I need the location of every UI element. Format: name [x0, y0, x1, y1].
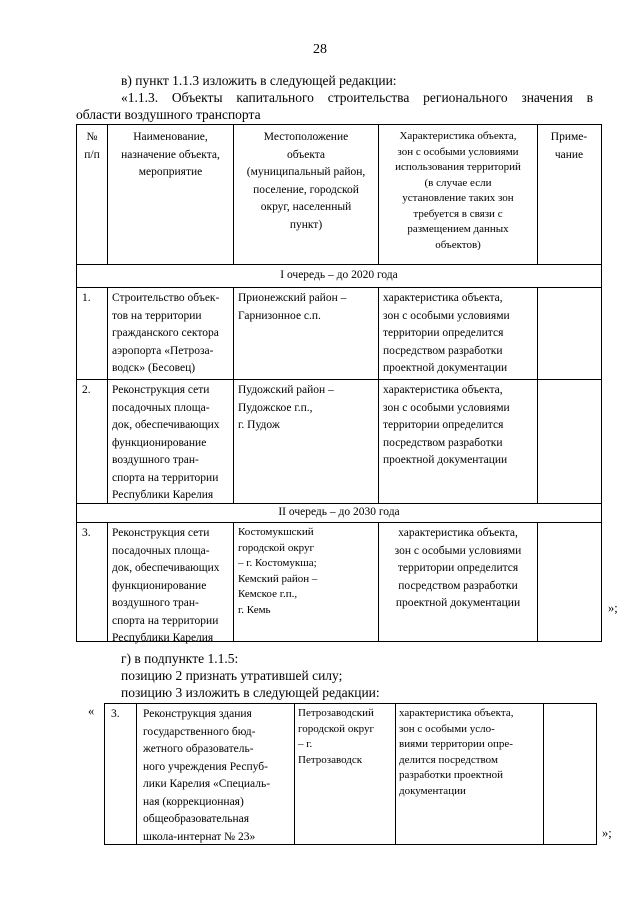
table2-closing-quote: »;: [602, 826, 612, 840]
row-1-num: 1.: [82, 292, 91, 304]
intro-line-2: «1.1.3. Объекты капитального строительства регионального значения в: [121, 90, 593, 105]
row-1-name: Строительство объек- тов на территории гражданского сектора аэропорта «Петроза- водск» (Бесовец): [112, 292, 220, 374]
stage-2-row: II очередь – до 2030 года: [278, 506, 400, 518]
objects-table: [76, 124, 602, 642]
row-1-location: Прионежский район – Гарнизонное с.п.: [238, 292, 347, 322]
row-3-characteristic: характеристика объекта, зон с особыми условиями территории определится посредством разработки проектной документации: [394, 527, 522, 609]
row-3-num: 3.: [82, 527, 91, 539]
row-2-characteristic: характеристика объекта, зон с особыми условиями территории определится посредством разработки проектной документации: [383, 384, 510, 466]
section-g-line-1: г) в подпункте 1.1.5:: [121, 651, 239, 666]
school-row-name: Реконструкция здания государственного бюд- жетного образователь- ного учреждения Респуб- лики Карелия «Специаль- ная (коррекционная) общеобразовательная школа-интернат № 23»: [143, 708, 271, 843]
intro-line-1: в) пункт 1.1.3 изложить в следующей редакции:: [121, 73, 397, 88]
header-location: Местоположение объекта (муниципальный район, поселение, городской округ, населенный пункт): [246, 131, 366, 231]
stage-1-row: I очередь – до 2020 года: [280, 269, 398, 281]
school-row-location: Петрозаводский городской округ – г. Петрозаводск: [298, 707, 375, 766]
row-3-location: Костомукшский городской округ – г. Костомукша; Кемский район – Кемское г.п., г. Кемь: [238, 526, 318, 616]
row-2-num: 2.: [82, 384, 91, 396]
school-row-num: 3.: [111, 708, 120, 720]
header-characteristic: Характеристика объекта, зон с особыми условиями использования территорий (в случае если установление таких зон требуется в связи с размещением данных объектов): [395, 130, 521, 251]
school-row-characteristic: характеристика объекта, зон с особыми усло- виями территории опре- делится посредством разработки проектной документации: [399, 707, 514, 797]
row-2-name: Реконструкция сети посадочных площа- док, обеспечивающих функционирование воздушного тран- спорта на территории Республики Карелия: [112, 384, 220, 501]
table1-closing-quote: »;: [608, 601, 618, 615]
row-3-name: Реконструкция сети посадочных площа- док, обеспечивающих функционирование воздушного тран- спорта на территории Республики Карелия: [112, 527, 220, 644]
header-num: № п/п: [84, 131, 100, 161]
section-g-line-2: позицию 2 признать утратившей силу;: [121, 668, 343, 683]
header-note: Приме- чание: [550, 131, 588, 161]
intro-line-3: области воздушного транспорта: [76, 107, 261, 122]
row-1-characteristic: характеристика объекта, зон с особыми условиями территории определится посредством разработки проектной документации: [383, 292, 510, 374]
page-number: 28: [313, 42, 327, 57]
header-name: Наименование, назначение объекта, мероприятие: [121, 131, 220, 178]
section-g-line-3: позицию 3 изложить в следующей редакции:: [121, 685, 380, 700]
school-table: [104, 703, 597, 845]
row-2-location: Пудожский район – Пудожское г.п., г. Пудож: [238, 384, 334, 431]
table2-opening-quote: «: [88, 704, 95, 718]
